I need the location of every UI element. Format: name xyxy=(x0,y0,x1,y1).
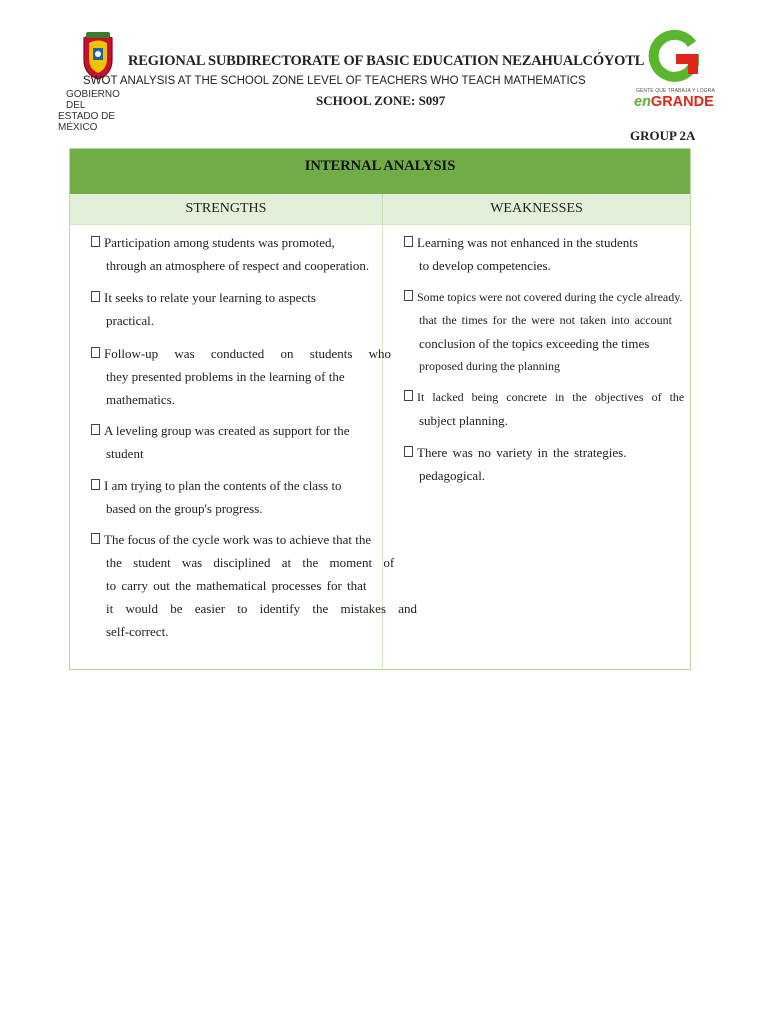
strength-item: I am trying to plan the contents of the class to based on the group's progress. xyxy=(91,474,391,520)
swot-table xyxy=(69,148,691,670)
government-label: GOBIERNO DEL ESTADO DE MÉXICO xyxy=(58,89,120,133)
strength-item: A leveling group was created as support for the student xyxy=(91,419,391,465)
weakness-item: Some topics were not covered during the cycle already. that the times for the were not taken into account conclusion of the topics exceeding the times proposed during the planning xyxy=(404,286,694,378)
strengths-header: STRENGTHS xyxy=(70,194,383,224)
strength-item: Participation among students was promoted, through an atmosphere of respect and cooperation. xyxy=(91,231,391,277)
weaknesses-header: WEAKNESSES xyxy=(383,194,690,224)
weakness-item: There was no variety in the strategies. pedagogical. xyxy=(404,441,694,487)
brand-en: en xyxy=(634,94,651,110)
weakness-item: It lacked being concrete in the objectives of the subject planning. xyxy=(404,386,694,432)
state-coat-of-arms-logo xyxy=(78,30,118,80)
checkbox-glyph-icon xyxy=(404,236,413,247)
slogan-text: GENTE QUE TRABAJA Y LOGRA xyxy=(636,88,715,94)
checkbox-glyph-icon xyxy=(91,347,100,358)
strength-item: It seeks to relate your learning to aspects practical. xyxy=(91,286,391,332)
checkbox-glyph-icon xyxy=(91,291,100,302)
checkbox-glyph-icon xyxy=(91,479,100,490)
school-zone-label: SCHOOL ZONE: S097 xyxy=(316,93,446,108)
group-label: GROUP 2A xyxy=(630,128,696,143)
checkbox-glyph-icon xyxy=(91,533,100,544)
brand-grande: GRANDE xyxy=(650,94,714,110)
checkbox-glyph-icon xyxy=(404,390,413,401)
table-title-bar xyxy=(70,149,690,194)
document-title: REGIONAL SUBDIRECTORATE OF BASIC EDUCATION NEZAHUALCÓYOTL xyxy=(128,53,645,69)
document-subtitle: SWOT ANALYSIS AT THE SCHOOL ZONE LEVEL OF TEACHERS WHO TEACH MATHEMATICS xyxy=(83,75,586,87)
engrande-g-logo xyxy=(648,34,700,84)
checkbox-glyph-icon xyxy=(91,424,100,435)
checkbox-glyph-icon xyxy=(404,446,413,457)
engrande-brand xyxy=(634,94,714,110)
strength-item: Follow-up was conducted on students who they presented problems in the learning of the mathematics. xyxy=(91,342,391,411)
divider xyxy=(70,224,690,225)
checkbox-glyph-icon xyxy=(404,290,413,301)
strength-item: The focus of the cycle work was to achieve that the the student was disciplined at the moment of to carry out the mathematical processes for that it would be easier to identify the mistakes and self-correct. xyxy=(91,528,401,643)
table-title: INTERNAL ANALYSIS xyxy=(304,158,456,174)
checkbox-glyph-icon xyxy=(91,236,100,247)
weakness-item: Learning was not enhanced in the students to develop competencies. xyxy=(404,231,694,277)
